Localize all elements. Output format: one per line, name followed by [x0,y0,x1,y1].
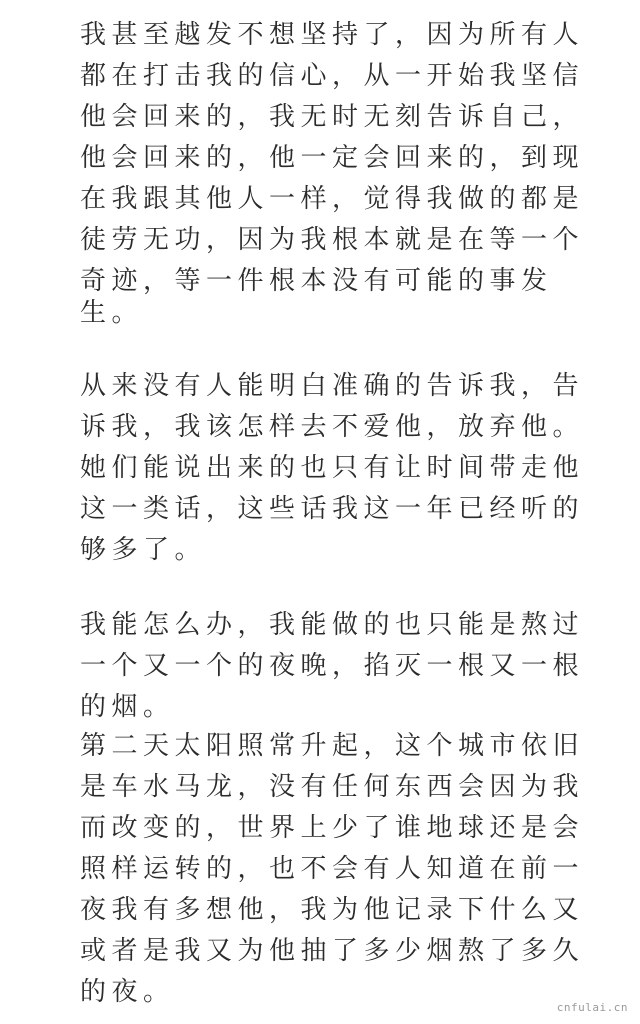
text-line: 而改变的，世界上少了谁地球还是会 [80,813,585,843]
text-line: 都在打击我的信心，从一开始我坚信 [80,61,585,91]
text-line: 或者是我又为他抽了多少烟熬了多久 [80,936,585,966]
text-line: 诉我，我该怎样去不爱他，放弃他。 [80,412,585,442]
text-line: 他会回来的，他一定会回来的，到现 [80,143,585,173]
text-line: 夜我有多想他，我为他记录下什么又 [80,895,585,925]
text-line: 她们能说出来的也只有让时间带走他 [80,453,585,483]
text-line: 奇迹，等一件根本没有可能的事发 [80,266,553,296]
text-line: 的夜。 [80,977,175,1007]
text-line: 徒劳无功，因为我根本就是在等一个 [80,225,585,255]
text-line: 是车水马龙，没有任何东西会因为我 [80,772,585,802]
text-line: 的烟。 [80,692,175,722]
text-line: 一个又一个的夜晚，掐灭一根又一根 [80,651,585,681]
site-watermark: cnfulai.cn [556,1001,628,1014]
text-line: 这一类话，这些话我这一年已经听的 [80,494,585,524]
text-line: 在我跟其他人一样，觉得我做的都是 [80,184,585,214]
text-line: 他会回来的，我无时无刻告诉自己， [80,102,585,132]
text-line: 从来没有人能明白准确的告诉我，告 [80,371,585,401]
text-line: 生。 [80,298,144,328]
text-line: 第二天太阳照常升起，这个城市依旧 [80,731,585,761]
text-line: 照样运转的，也不会有人知道在前一 [80,854,585,884]
text-line: 够多了。 [80,535,207,565]
text-line: 我能怎么办，我能做的也只能是熬过 [80,610,585,640]
text-line: 我甚至越发不想坚持了，因为所有人 [80,20,585,50]
